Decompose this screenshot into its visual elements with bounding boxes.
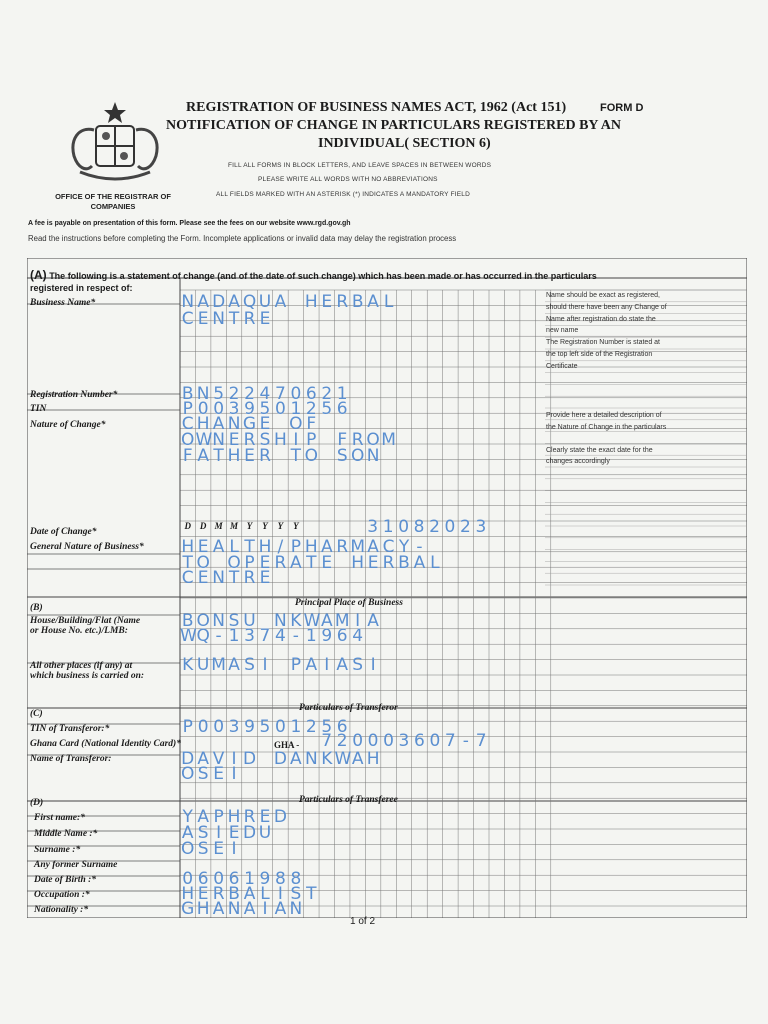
handwritten-letter: 5 (259, 399, 271, 419)
label-registration-number: Registration Number* (30, 390, 118, 400)
handwritten-letter: 0 (290, 384, 302, 404)
handwritten-letter: 2 (321, 384, 333, 404)
handwritten-letter: P (290, 537, 301, 557)
handwritten-letter: A (367, 292, 379, 312)
label-house: House/Building/Flat (Name or House No. etc.)/LMB: (30, 616, 141, 636)
handwritten-letter: 0 (213, 717, 225, 737)
handwritten-letter: A (274, 292, 287, 312)
handwritten-letter: 4 (274, 626, 286, 646)
handwritten-letter: A (181, 823, 194, 843)
handwritten-letter: I (293, 430, 299, 450)
handwritten-letter: E (228, 823, 240, 843)
handwritten-letter: I (262, 655, 268, 675)
instruction-line: ALL FIELDS MARKED WITH AN ASTERISK (*) INDICATES A MANDATORY FIELD (216, 191, 470, 198)
section-b-heading: Principal Place of Business (295, 598, 403, 608)
handwritten-letter: - (215, 626, 222, 646)
handwritten-letter: E (367, 553, 379, 573)
handwritten-letter: H (181, 537, 195, 557)
handwritten-letter: B (398, 553, 410, 573)
label-name-transferor: Name of Transferor: (30, 754, 112, 764)
handwritten-letter: C (181, 414, 194, 434)
read-note: Read the instructions before completing the Form. Incomplete applications or invalid data may delay the registration process (28, 234, 457, 243)
handwritten-letter: R (336, 537, 349, 557)
handwritten-letter: A (367, 537, 379, 557)
handwritten-letter: 6 (336, 399, 348, 419)
handwritten-letter: E (213, 839, 224, 859)
handwritten-letter: B (181, 384, 194, 404)
handwritten-letter: I (216, 823, 222, 843)
handwritten-letter: 1 (244, 869, 255, 889)
handwritten-letter: A (212, 899, 225, 919)
handwritten-letter: R (274, 553, 287, 573)
label-tin-transferor: TIN of Transferor:* (30, 724, 110, 734)
section-b-marker: (B) (30, 603, 43, 613)
handwritten-letter: 2 (429, 517, 440, 537)
handwritten-letter: L (260, 884, 270, 904)
handwritten-letter: B (351, 292, 364, 312)
handwritten-letter: O (289, 414, 303, 434)
handwritten-letter: A (197, 292, 209, 312)
handwritten-letter: 6 (336, 626, 348, 646)
handwritten-letter: N (212, 568, 225, 588)
handwritten-letter: 2 (305, 399, 317, 419)
handwritten-letter: 1 (336, 384, 348, 404)
handwritten-letter: T (290, 446, 302, 466)
handwritten-letter: F (182, 446, 193, 466)
handwritten-letter: N (304, 749, 318, 769)
label-occupation: Occupation :* (34, 890, 90, 900)
handwritten-letter: W (303, 611, 321, 631)
handwritten-letter: H (304, 292, 318, 312)
handwritten-letter: 7 (274, 384, 286, 404)
handwritten-letter: Q (242, 292, 257, 312)
handwritten-letter: Y (398, 537, 410, 557)
date-format-letter: Y (262, 521, 268, 531)
handwritten-letter: 2 (244, 384, 255, 404)
label-former-surname: Any former Surname (34, 860, 118, 870)
handwritten-letter: 8 (413, 517, 425, 537)
handwritten-letter: R (212, 884, 225, 904)
handwritten-letter: - (292, 626, 299, 646)
handwritten-letter: K (321, 749, 333, 769)
label-general-nature: General Nature of Business* (30, 542, 144, 552)
handwritten-letter: U (243, 611, 256, 631)
label-date-of-change: Date of Change* (30, 527, 97, 537)
handwritten-letter: P (290, 655, 301, 675)
handwritten-letter: L (383, 292, 394, 312)
handwritten-letter: E (197, 884, 209, 904)
handwritten-letter: 7 (259, 626, 271, 646)
handwritten-letter: W (334, 749, 352, 769)
handwritten-letter: 3 (367, 517, 379, 537)
handwritten-letter: B (228, 884, 240, 904)
handwritten-letter: U (258, 823, 272, 843)
label-first-name: First name:* (34, 813, 85, 823)
handwritten-letter: T (306, 884, 317, 904)
handwritten-letter: 0 (352, 731, 364, 751)
handwritten-letter: 4 (352, 626, 364, 646)
handwritten-letter: 3 (228, 399, 240, 419)
handwritten-letter: P (306, 430, 317, 450)
handwritten-letter: O (304, 446, 318, 466)
handwritten-letter: C (382, 537, 395, 557)
handwritten-letter: O (227, 553, 241, 573)
handwritten-letter: U (258, 292, 272, 312)
handwritten-letter: D (273, 807, 287, 827)
date-format-letter: M (214, 521, 223, 531)
handwritten-letter: I (231, 764, 237, 784)
handwritten-letter: A (243, 884, 256, 904)
handwritten-letter: E (213, 764, 224, 784)
handwritten-letter: - (416, 537, 423, 557)
handwritten-letter: R (243, 568, 256, 588)
handwritten-letter: A (290, 553, 302, 573)
handwritten-letter: A (274, 899, 287, 919)
handwritten-letter: 6 (413, 731, 425, 751)
handwritten-letter: I (231, 839, 237, 859)
handwritten-letter: I (262, 899, 268, 919)
handwritten-letter: I (324, 655, 330, 675)
gha-prefix: GHA - (274, 740, 300, 750)
handwritten-letter: 0 (274, 399, 286, 419)
handwritten-letter: A (197, 807, 209, 827)
handwritten-letter: 5 (321, 399, 333, 419)
label-business-name: Business Name* (30, 298, 96, 308)
section-d-heading: Particulars of Transferee (299, 795, 398, 805)
handwritten-letter: A (212, 414, 225, 434)
label-tin: TIN (30, 404, 47, 414)
handwritten-letter: O (196, 553, 210, 573)
handwritten-letter: 9 (244, 399, 255, 419)
handwritten-letter: A (197, 749, 209, 769)
coat-of-arms-icon (60, 100, 170, 188)
handwritten-letter: A (197, 446, 209, 466)
handwritten-letter: E (321, 292, 333, 312)
handwritten-letter: S (228, 611, 240, 631)
handwritten-letter: I (231, 749, 237, 769)
handwritten-letter: N (212, 611, 225, 631)
handwritten-letter: S (290, 884, 302, 904)
handwritten-letter: H (227, 446, 241, 466)
handwritten-letter: A (320, 537, 333, 557)
handwritten-letter: A (305, 655, 318, 675)
handwritten-letter: 4 (259, 384, 271, 404)
fee-note: A fee is payable on presentation of this form. Please see the fees on our website www.rgd.gov.gh (28, 220, 351, 227)
handwritten-letter: E (259, 807, 271, 827)
handwritten-letter: E (228, 430, 240, 450)
handwritten-letter: 5 (321, 717, 333, 737)
handwritten-letter: N (212, 430, 225, 450)
handwritten-letter: T (213, 446, 224, 466)
section-c-marker: (C) (30, 709, 43, 719)
handwritten-letter: N (274, 611, 287, 631)
handwritten-letter: E (259, 553, 271, 573)
handwritten-letter: N (227, 414, 241, 434)
handwritten-letter: W (180, 626, 197, 646)
handwritten-letter: 3 (475, 517, 487, 537)
handwritten-letter: A (243, 899, 256, 919)
handwritten-letter: V (212, 749, 225, 769)
handwritten-letter: 0 (367, 731, 379, 751)
handwritten-letter: 6 (228, 869, 240, 889)
handwritten-letter: A (413, 553, 426, 573)
handwritten-letter: 0 (429, 731, 441, 751)
date-format-letter: Y (277, 521, 284, 531)
handwritten-letter: R (336, 292, 349, 312)
handwritten-letter: G (242, 414, 257, 434)
handwritten-letter: 3 (244, 626, 255, 646)
handwritten-letter: O (181, 430, 195, 450)
handwritten-letter: M (350, 537, 365, 557)
handwritten-letter: 1 (228, 626, 240, 646)
handwritten-letter: E (197, 537, 209, 557)
section-a-statement: (A) The following is a statement of change (and of the date of such change) which has been made or has occurred in the particulars (30, 268, 597, 282)
handwritten-letter: G (181, 899, 195, 919)
handwritten-letter: 2 (228, 384, 240, 404)
handwritten-letter: S (197, 764, 209, 784)
handwritten-letter: T (228, 568, 240, 588)
handwritten-letter: H (196, 414, 210, 434)
handwritten-letter: R (243, 430, 256, 450)
handwritten-letter: I (355, 611, 361, 631)
handwritten-letter: P (182, 717, 193, 737)
instruction-line: FILL ALL FORMS IN BLOCK LETTERS, AND LEAVE SPACES IN BETWEEN WORDS (228, 162, 492, 169)
handwritten-letter: K (182, 655, 194, 675)
handwritten-letter: M (211, 655, 226, 675)
handwritten-letter: H (227, 807, 241, 827)
section-d-marker: (D) (30, 798, 44, 808)
handwritten-letter: 6 (336, 717, 348, 737)
handwritten-letter: D (212, 292, 226, 312)
form-code: FORM D (600, 102, 644, 114)
note-business-name: Name should be exact as registered, should there have been any Change of Name after registration do state the new name The Registration Number is stated at the top left side of the Registration Certificate (546, 292, 667, 370)
date-format-letter: D (184, 521, 191, 531)
handwritten-letter: 6 (305, 384, 317, 404)
handwritten-letter: 5 (259, 717, 271, 737)
handwritten-letter: 2 (305, 717, 317, 737)
handwritten-letter: F (306, 414, 317, 434)
handwritten-letter: E (244, 446, 255, 466)
handwritten-letter: H (258, 537, 272, 557)
handwritten-letter: P (182, 399, 193, 419)
handwritten-letter: N (289, 899, 303, 919)
handwritten-letter: D (273, 749, 287, 769)
handwritten-letter: 7 (444, 731, 456, 751)
handwritten-letter: S (197, 823, 209, 843)
handwritten-letter: 9 (244, 717, 255, 737)
handwritten-letter: 0 (197, 717, 209, 737)
handwritten-letter: H (196, 899, 210, 919)
date-format-letter: Y (246, 521, 253, 531)
label-nationality: Nationality :* (34, 905, 89, 915)
handwritten-letter: S (259, 430, 271, 450)
handwritten-letter: I (370, 655, 376, 675)
handwritten-letter: 9 (321, 626, 333, 646)
handwritten-letter: C (181, 309, 194, 329)
handwritten-letter: W (195, 430, 213, 450)
handwritten-letter: M (381, 430, 396, 450)
date-format-letter: Y (293, 521, 299, 531)
handwritten-letter: A (290, 749, 302, 769)
handwritten-letter: / (277, 537, 284, 557)
handwritten-letter: 1 (305, 626, 317, 646)
handwritten-letter: H (304, 537, 318, 557)
handwritten-letter: S (336, 446, 348, 466)
handwritten-letter: O (181, 839, 195, 859)
handwritten-letter: 7 (321, 731, 333, 751)
handwritten-letter: 0 (398, 517, 410, 537)
handwritten-letter: C (181, 568, 194, 588)
handwritten-letter: Y (182, 807, 193, 827)
handwritten-letter: R (351, 430, 364, 450)
label-other-places: All other places (if any) at which business is carried on: (30, 661, 145, 681)
handwritten-letter: E (197, 309, 209, 329)
handwritten-letter: D (242, 749, 257, 769)
handwritten-letter: 9 (259, 869, 271, 889)
handwritten-letter: 5 (213, 384, 225, 404)
note-nature-of-change: Provide here a detailed description of the Nature of Change in the particulars Clearly state the exact date for the changes accordingly (546, 412, 667, 466)
section-c-heading: Particulars of Transferor (299, 703, 398, 713)
handwritten-letter: 0 (274, 717, 286, 737)
handwritten-letter: N (366, 446, 380, 466)
handwritten-letter: E (259, 414, 271, 434)
handwritten-letter: E (321, 553, 333, 573)
handwritten-letter: A (228, 292, 240, 312)
handwritten-letter: N (196, 384, 210, 404)
handwritten-letter: 1 (382, 517, 394, 537)
handwritten-letter: 2 (459, 517, 471, 537)
handwritten-letter: H (366, 749, 380, 769)
date-format-letter: M (230, 521, 239, 531)
handwritten-letter: T (228, 309, 240, 329)
form-title-line2: NOTIFICATION OF CHANGE IN PARTICULARS REGISTERED BY AN (166, 118, 621, 133)
page-number: 1 of 2 (350, 916, 376, 927)
date-format-letter: D (199, 521, 207, 531)
handwritten-letter: N (227, 899, 241, 919)
handwritten-letter: 3 (398, 731, 410, 751)
form-title-line1: REGISTRATION OF BUSINESS NAMES ACT, 1962 (Act 151) (186, 100, 567, 115)
handwritten-letter: H (181, 884, 195, 904)
handwritten-letter: 3 (228, 717, 240, 737)
handwritten-letter: R (243, 309, 256, 329)
handwritten-letter: 8 (274, 869, 286, 889)
handwritten-letter: D (242, 823, 257, 843)
handwritten-letter: N (181, 292, 195, 312)
handwritten-letter: 0 (182, 869, 194, 889)
handwritten-letter: R (259, 446, 271, 466)
handwritten-letter: L (229, 537, 239, 557)
handwritten-letter: 0 (197, 399, 209, 419)
handwritten-letter: 8 (290, 869, 302, 889)
handwritten-letter: N (212, 309, 225, 329)
handwritten-letter: E (197, 568, 209, 588)
handwritten-letter: R (243, 807, 256, 827)
handwritten-letter: 0 (383, 731, 394, 751)
handwritten-letter: 0 (444, 517, 456, 537)
handwritten-letter: T (182, 553, 193, 573)
label-middle-name: Middle Name :* (34, 829, 98, 839)
handwritten-letter: - (462, 731, 469, 751)
handwritten-letter: F (337, 430, 348, 450)
handwritten-letter: H (274, 430, 287, 450)
handwritten-letter: H (351, 553, 365, 573)
handwritten-letter: T (244, 537, 255, 557)
label-date-of-birth: Date of Birth :* (34, 875, 97, 885)
handwritten-letter: T (306, 553, 317, 573)
handwritten-letter: S (352, 655, 364, 675)
label-ghana-card: Ghana Card (National Identity Card)* (30, 739, 181, 749)
handwritten-letter: 7 (475, 731, 487, 751)
handwritten-letter: O (181, 764, 195, 784)
handwritten-letter: E (259, 309, 271, 329)
handwritten-letter: A (367, 611, 379, 631)
handwritten-letter: O (196, 611, 210, 631)
handwritten-letter: 0 (213, 869, 225, 889)
label-surname: Surname :* (34, 845, 81, 855)
handwritten-letter: E (259, 568, 271, 588)
handwritten-letter: 0 (213, 399, 225, 419)
handwritten-letter: R (382, 553, 395, 573)
handwritten-letter: O (350, 446, 365, 466)
office-label: OFFICE OF THE REGISTRAR OF COMPANIES (55, 192, 171, 211)
label-nature-of-change: Nature of Change* (30, 420, 106, 430)
handwritten-letter: M (334, 611, 350, 631)
handwritten-letter: 6 (197, 869, 209, 889)
section-a-statement-2: registered in respect of: (30, 283, 133, 293)
handwritten-letter: D (181, 749, 195, 769)
handwritten-letter: B (181, 611, 194, 631)
handwritten-letter: S (197, 839, 209, 859)
handwritten-letter: U (196, 655, 210, 675)
handwritten-letter: S (244, 655, 255, 675)
handwritten-letter: A (320, 611, 333, 631)
handwritten-letter: O (366, 430, 380, 450)
handwritten-letter: I (277, 884, 283, 904)
handwritten-letter: A (351, 749, 364, 769)
handwritten-letter: Q (196, 626, 210, 646)
handwritten-letter: P (213, 807, 224, 827)
handwritten-letter: L (430, 553, 440, 573)
handwritten-letter: A (228, 655, 240, 675)
instruction-line: PLEASE WRITE ALL WORDS WITH NO ABBREVIATIONS (258, 176, 438, 183)
handwritten-letter: K (290, 611, 302, 631)
form-title-line3: INDIVIDUAL( SECTION 6) (318, 136, 491, 151)
handwritten-letter: A (336, 655, 349, 675)
handwritten-letter: P (244, 553, 255, 573)
handwritten-letter: A (212, 537, 225, 557)
handwritten-letter: 1 (290, 717, 302, 737)
handwritten-letter: 2 (336, 731, 348, 751)
handwritten-letter: 1 (290, 399, 302, 419)
